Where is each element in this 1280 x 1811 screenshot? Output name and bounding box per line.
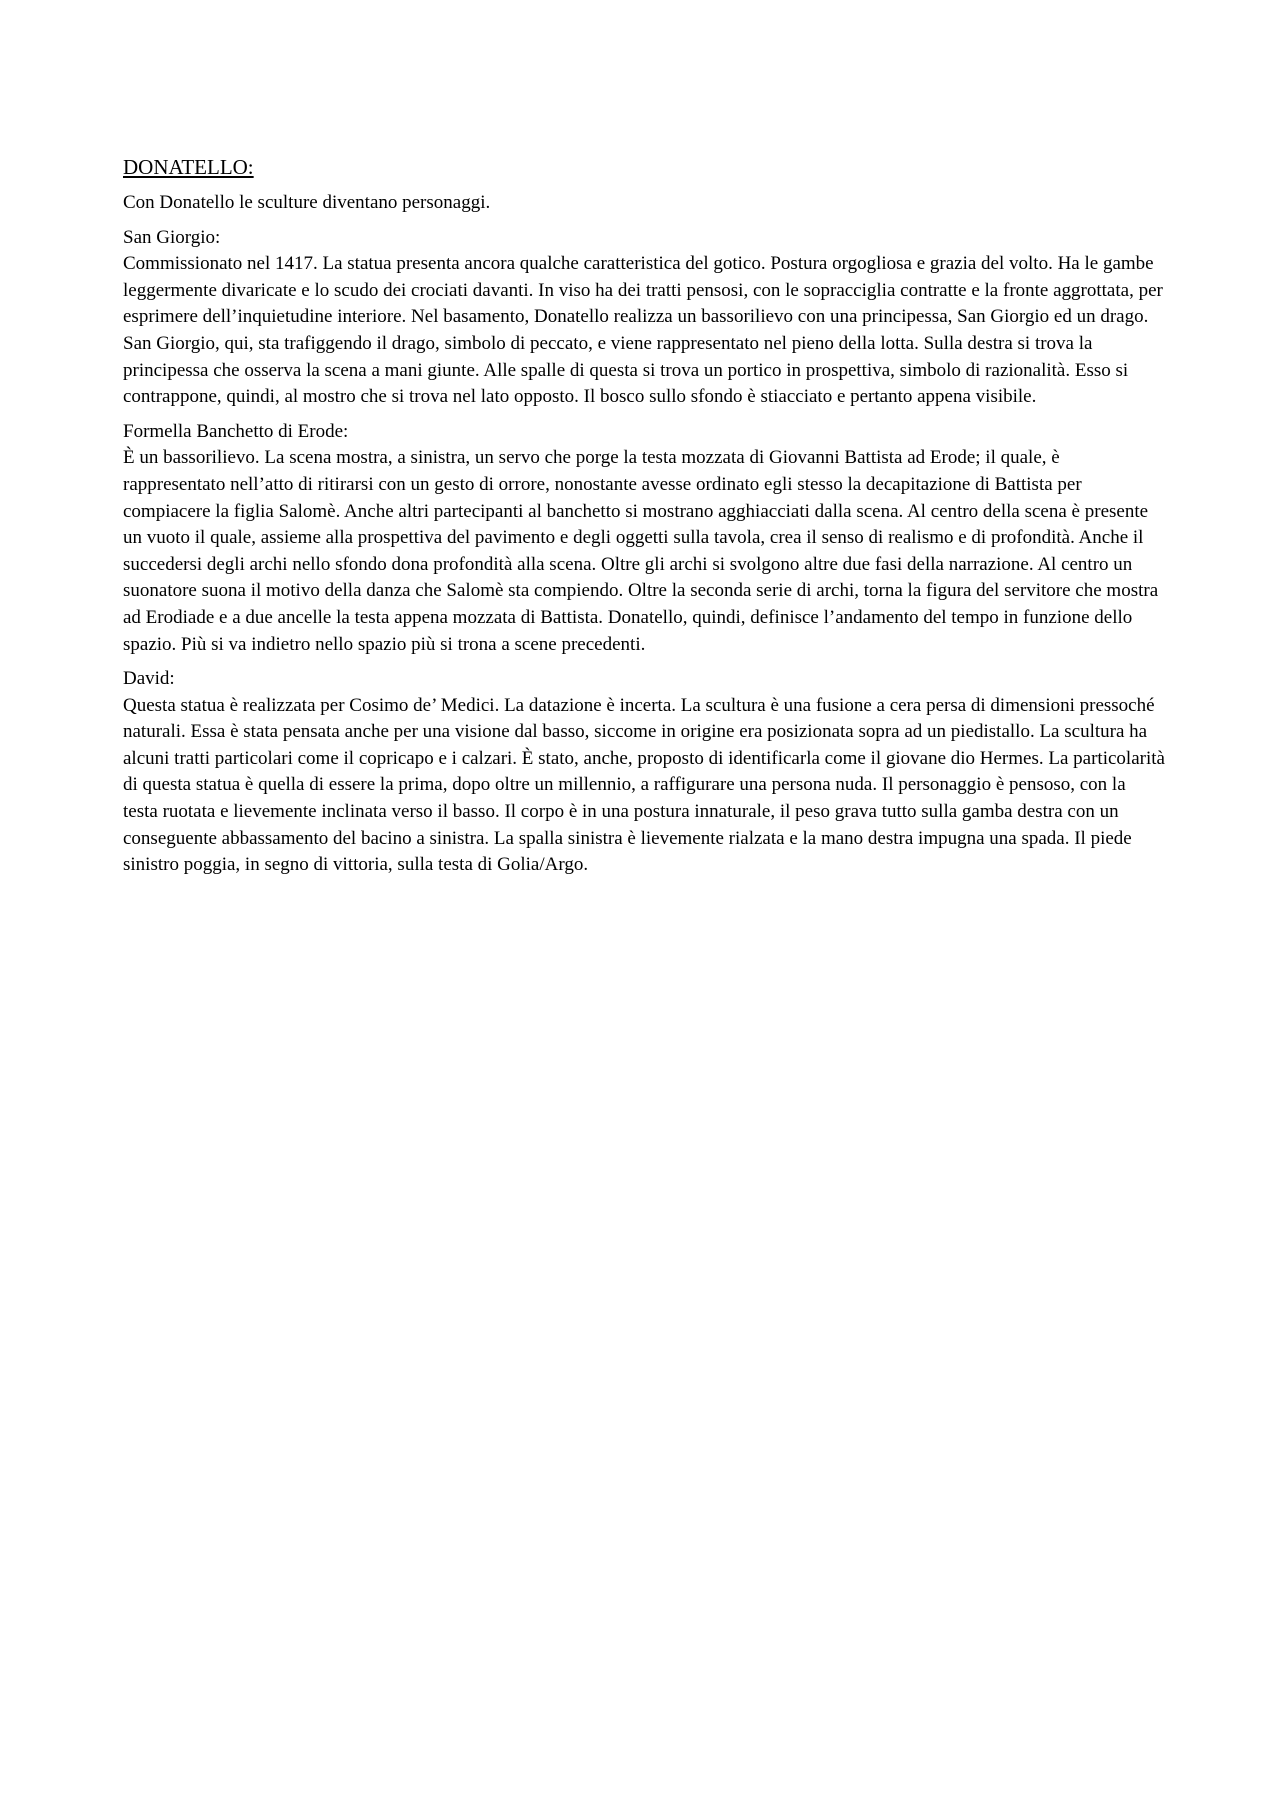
section-banchetto-di-erode	[123, 419, 1165, 658]
section-heading-david: David:	[123, 668, 175, 690]
intro-paragraph: Con Donatello le sculture diventano personaggi.	[123, 192, 491, 213]
section-text-banchetto-di-erode: È un bassorilievo. La scena mostra, a sinistra, un servo che porge la testa mozzata di Giovanni Battista ad Erode; il quale, è rappresentato nell’atto di ritirarsi con un gesto di orrore, nonostante avesse ordinato egli stesso la decapitazione di Battista per compiacere la figlia Salomè. Anche altri partecipanti al banchetto si mostrano agghiacciati dalla scena. Al centro della scena è presente un vuoto il quale, assieme alla prospettiva del pavimento e degli oggetti sulla tavola, crea il senso di realismo e di profondità. Anche il succedersi degli archi nello sfondo dona profondità alla scena. Oltre gli archi si svolgono altre due fasi della narrazione. Al centro un suonatore suona il motivo della danza che Salomè sta compiendo. Oltre la seconda serie di archi, torna la figura del servitore che mostra ad Erodiade e a due ancelle la testa appena mozzata di Battista. Donatello, quindi, definisce l’andamento del tempo in funzione dello spazio. Più si va indietro nello spazio più si trona a scene precedenti.	[123, 447, 1159, 655]
section-david	[123, 666, 1165, 879]
document-page	[123, 152, 1165, 887]
document-title: DONATELLO:	[123, 155, 254, 179]
section-heading-banchetto-di-erode: Formella Banchetto di Erode:	[123, 420, 349, 442]
section-text-david: Questa statua è realizzata per Cosimo de’ Medici. La datazione è incerta. La scultura è una fusione a cera persa di dimensioni pressoché naturali. Essa è stata pensata anche per una visione dal basso, siccome in origine era posizionata sopra ad un piedistallo. La scultura ha alcuni tratti particolari come il copricapo e i calzari. È stato, anche, proposto di identificarla come il giovane dio Hermes. La particolarità di questa statua è quella di essere la prima, dopo oltre un millennio, a raffigurare una persona nuda. Il personaggio è pensoso, con la testa ruotata e lievemente inclinata verso il basso. Il corpo è in una postura innaturale, il peso grava tutto sulla gamba destra con un conseguente abbassamento del bacino a sinistra. La spalla sinistra è lievemente rialzata e la mano destra impugna una spada. Il piede sinistro poggia, in segno di vittoria, sulla testa di Golia/Argo.	[123, 694, 1165, 876]
section-heading-san-giorgio: San Giorgio:	[123, 226, 221, 248]
section-text-san-giorgio: Commissionato nel 1417. La statua presenta ancora qualche caratteristica del gotico. Postura orgogliosa e grazia del volto. Ha le gambe leggermente divaricate e lo scudo dei crociati davanti. In viso ha dei tratti pensosi, con le sopracciglia contratte e la fronte aggrottata, per esprimere dell’inquietudine interiore. Nel basamento, Donatello realizza un bassorilievo con una principessa, San Giorgio ed un drago. San Giorgio, qui, sta trafiggendo il drago, simbolo di peccato, e viene rappresentato nel pieno della lotta. Sulla destra si trova la principessa che osserva la scena a mani giunte. Alle spalle di questa si trova un portico in prospettiva, simbolo di razionalità. Esso si contrappone, quindi, al mostro che si trova nel lato opposto. Il bosco sullo sfondo è stiacciato e pertanto appena visibile.	[123, 253, 1163, 408]
section-san-giorgio	[123, 225, 1165, 411]
